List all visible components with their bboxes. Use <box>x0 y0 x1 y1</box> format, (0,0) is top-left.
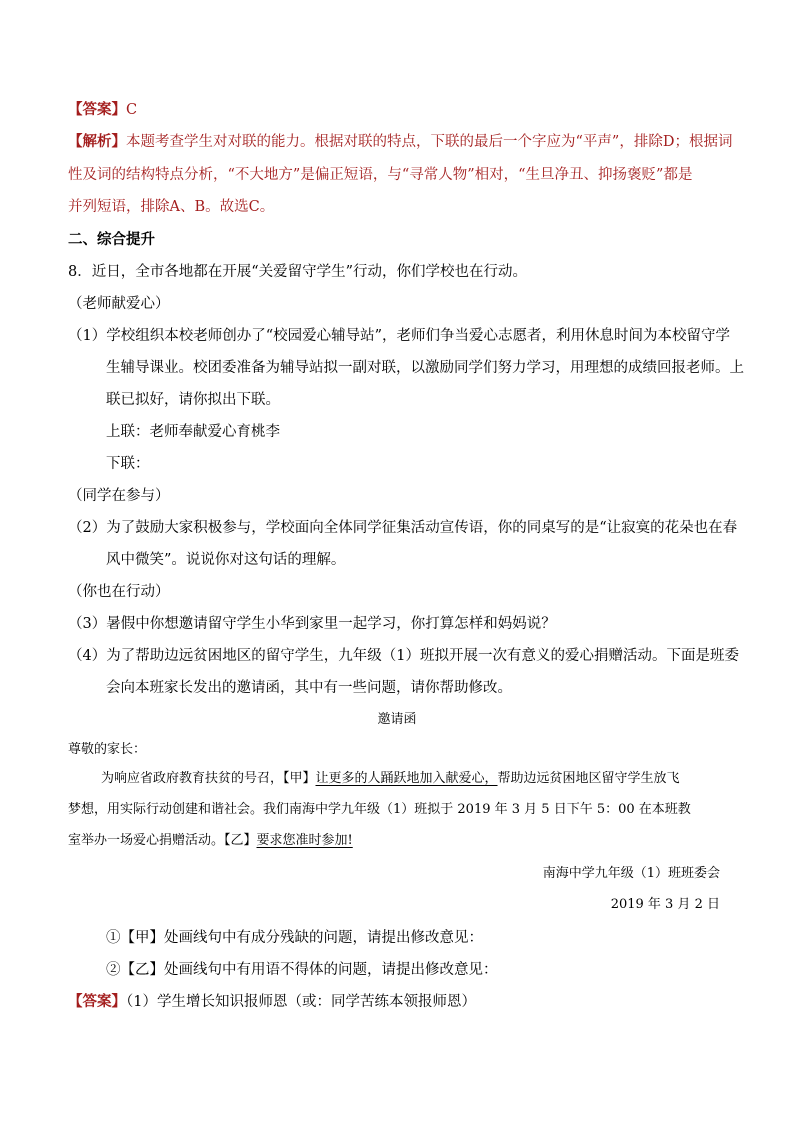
letter-date: 2019 年 3 月 2 日 <box>610 897 720 912</box>
sub-question-2: ②【乙】处画线句中有用语不得体的问题，请提出修改意见： <box>106 962 498 978</box>
answer-value: C <box>126 102 138 118</box>
analysis-line-3: 并列短语，排除A、B。故选C。 <box>68 199 275 215</box>
answer-label-2: 【答案】 <box>68 993 126 1010</box>
analysis-line-2: 性及词的结构特点分析，“不大地方”是偏正短语，与“寻常人物”相对，“生旦净丑、抑扬褒贬”都是 <box>68 167 693 183</box>
q1-lower-couplet: 下联： <box>106 456 150 472</box>
q1-line-2: 生辅导课业。校团委准备为辅导站拟一副对联，以激励同学们努力学习，用理想的成绩回报老师。上 <box>106 360 744 376</box>
sub-question-1: ①【甲】处画线句中有成分残缺的问题，请提出修改意见： <box>106 930 483 946</box>
part-c-title: （你也在行动） <box>68 584 170 600</box>
letter-underlined-yi: 要求您准时参加! <box>256 833 353 848</box>
answer-line <box>68 100 137 120</box>
letter-body-line-3 <box>68 831 353 851</box>
letter-body-1-pre: 为响应省政府教育扶贫的号召，【甲】 <box>101 771 316 786</box>
analysis-text-1: 本题考查学生对对联的能力。根据对联的特点，下联的最后一个字应为“平声”，排除D；根据词 <box>126 134 733 150</box>
q2-line-1: （2）为了鼓励大家积极参与，学校面向全体同学征集活动宣传语，你的同桌写的是“让寂寞的花朵也在春 <box>68 520 738 536</box>
letter-body-1-post: 帮助边远贫困地区留守学生放飞 <box>497 771 680 786</box>
letter-body-3-pre: 室举办一场爱心捐赠活动。【乙】 <box>68 833 257 848</box>
q3-line-1: （3）暑假中你想邀请留守学生小华到家里一起学习，你打算怎样和妈妈说？ <box>68 616 556 632</box>
question-stem: 8．近日，全市各地都在开展“关爱留守学生”行动，你们学校也在行动。 <box>68 264 528 280</box>
letter-signature: 南海中学九年级（1）班班委会 <box>542 866 720 881</box>
q4-line-1: （4）为了帮助边远贫困地区的留守学生，九年级（1）班拟开展一次有意义的爱心捐赠活动。下面是班委 <box>68 648 739 664</box>
q1-line-3: 联已拟好，请你拟出下联。 <box>106 392 280 408</box>
letter-title: 邀请函 <box>377 712 417 727</box>
analysis-line-1 <box>68 132 732 152</box>
section-heading: 二、综合提升 <box>68 232 155 248</box>
letter-underlined-jia: 让更多的人踊跃地加入献爱心， <box>315 771 498 786</box>
answer-value-2: （1）学生增长知识报师恩（或：同学苦练本领报师恩） <box>126 994 476 1010</box>
letter-body-line-1 <box>101 769 680 789</box>
q1-upper-couplet: 上联：老师奉献爱心育桃李 <box>106 424 280 440</box>
letter-body-line-2: 梦想，用实际行动创建和谐社会。我们南海中学九年级（1）班拟于 2019 年 3 月 5 日下午 5：00 在本班教 <box>68 802 691 817</box>
q2-line-2: 风中微笑”。说说你对这句话的理解。 <box>106 552 346 568</box>
part-a-title: （老师献爱心） <box>68 296 170 312</box>
letter-salutation: 尊敬的家长： <box>68 742 147 757</box>
answer-label: 【答案】 <box>68 101 126 118</box>
q1-line-1: （1）学校组织本校老师创办了“校园爱心辅导站”，老师们争当爱心志愿者，利用休息时间为本校留守学 <box>68 328 731 344</box>
analysis-label: 【解析】 <box>68 133 126 150</box>
q4-line-2: 会向本班家长发出的邀请函，其中有一些问题，请你帮助修改。 <box>106 680 512 696</box>
answer-line-2 <box>68 992 476 1012</box>
part-b-title: （同学在参与） <box>68 488 170 504</box>
